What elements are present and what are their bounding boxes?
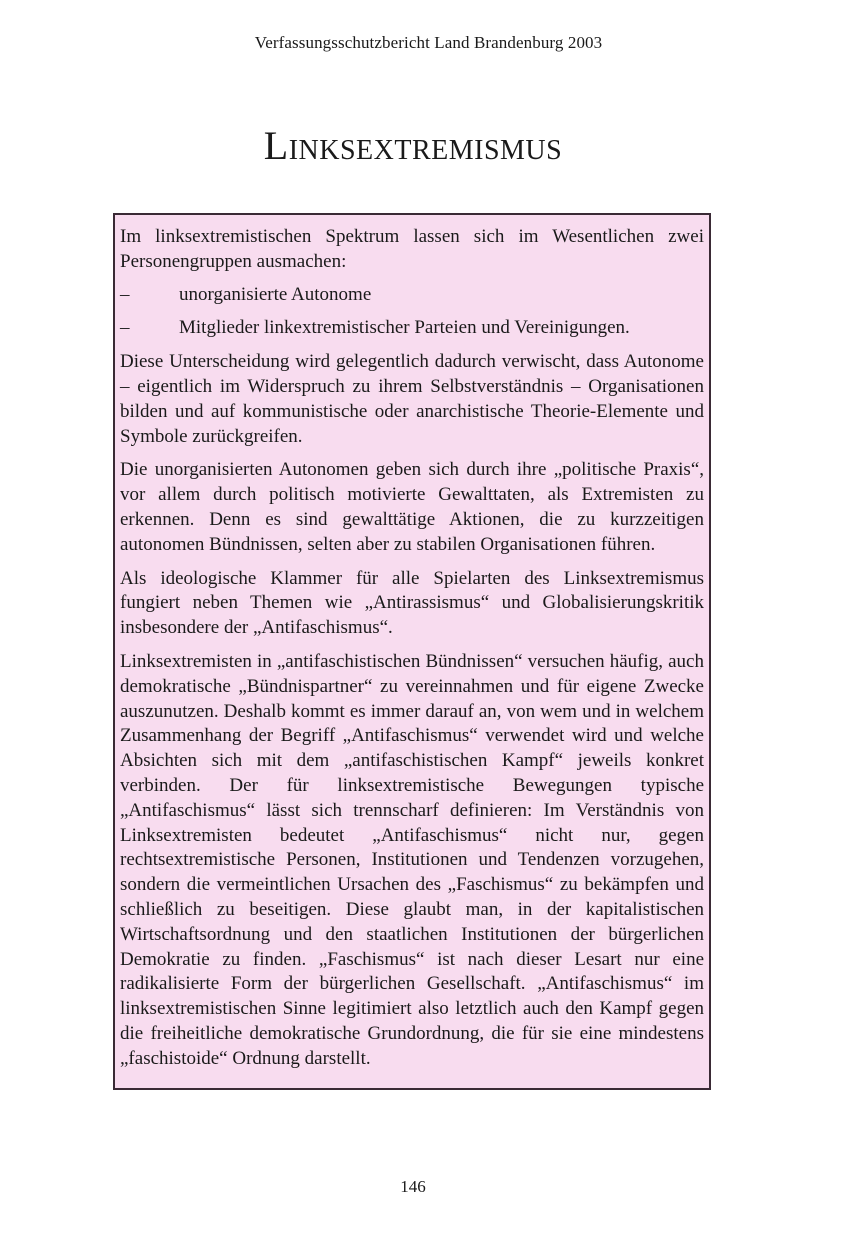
page-number: 146 <box>400 1177 426 1196</box>
body-paragraph: Linksextremisten in „antifaschistischen Bündnissen“ versuchen häufig, auch demokratische „Bündnispartner“ zu vereinnahmen und für eigene Zwecke auszunutzen. Deshalb kommt es immer darauf an, von wem und in welchem Zusammenhang der Begriff „Antifaschismus“ verwendet wird und welche Absichten sich mit dem „antifaschistischen Kampf“ jeweils konkret verbinden. Der für linksextremistische Bewegungen typische „Antifaschismus“ lässt sich trennscharf definieren: Im Verständnis von Linksextremisten bedeutet „Antifaschismus“ nicht nur, gegen rechtsextremistische Personen, Institutionen und Tendenzen vorzugehen, sondern die vermeintlichen Ursachen des „Faschismus“ zu bekämpfen und schließlich zu beseitigen. Diese glaubt man, in der kapitalistischen Wirtschaftsordnung und den staatlichen Institutionen der bürgerlichen Demokratie zu finden. „Faschismus“ ist nach dieser Lesart nur eine radikalisierte Form der bürgerlichen Gesellschaft. „Antifaschismus“ im linksextremistischen Sinne legitimiert also letztlich auch den Kampf gegen die freiheitliche demokratische Grundordnung, die für sie eine mindestens „faschistoide“ Ordnung darstellt. <box>120 650 704 1069</box>
list-item <box>120 283 704 308</box>
list-dash: – <box>120 283 130 305</box>
running-header: Verfassungsschutzbericht Land Brandenburg 2003 <box>254 33 603 52</box>
list-item <box>120 316 704 341</box>
chapter-title: Linksextremismus <box>263 123 563 168</box>
list-item-text: unorganisierte Autonome <box>179 283 372 305</box>
list-dash: – <box>120 317 130 339</box>
body-paragraph: Die unorganisierten Autonomen geben sich durch ihre „politische Praxis“, vor allem durch politisch motivierte Gewalttaten, als Extremisten zu erkennen. Denn es sind gewalttätige Aktionen, die zu kurzzeitigen autonomen Bündnissen, selten aber zu stabilen Organisationen führen. <box>120 459 704 555</box>
intro-paragraph: Im linksextremistischen Spektrum lassen sich im Wesentlichen zwei Personengruppen ausmachen: <box>120 226 704 272</box>
body-paragraph: Als ideologische Klammer für alle Spielarten des Linksextremismus fungiert neben Themen wie „Antirassismus“ und Globalisierungskritik insbesondere der „Antifaschismus“. <box>120 567 704 639</box>
body-paragraph: Diese Unterscheidung wird gelegentlich dadurch verwischt, dass Autonome – eigentlich im Widerspruch zu ihrem Selbstverständnis – Organisationen bilden und auf kommunistische oder anarchistische Theorie-Elemente und Symbole zurückgreifen. <box>120 351 704 447</box>
list-item-text: Mitglieder linkextremistischer Parteien und Vereinigungen. <box>179 317 630 339</box>
summary-box <box>113 213 711 1090</box>
